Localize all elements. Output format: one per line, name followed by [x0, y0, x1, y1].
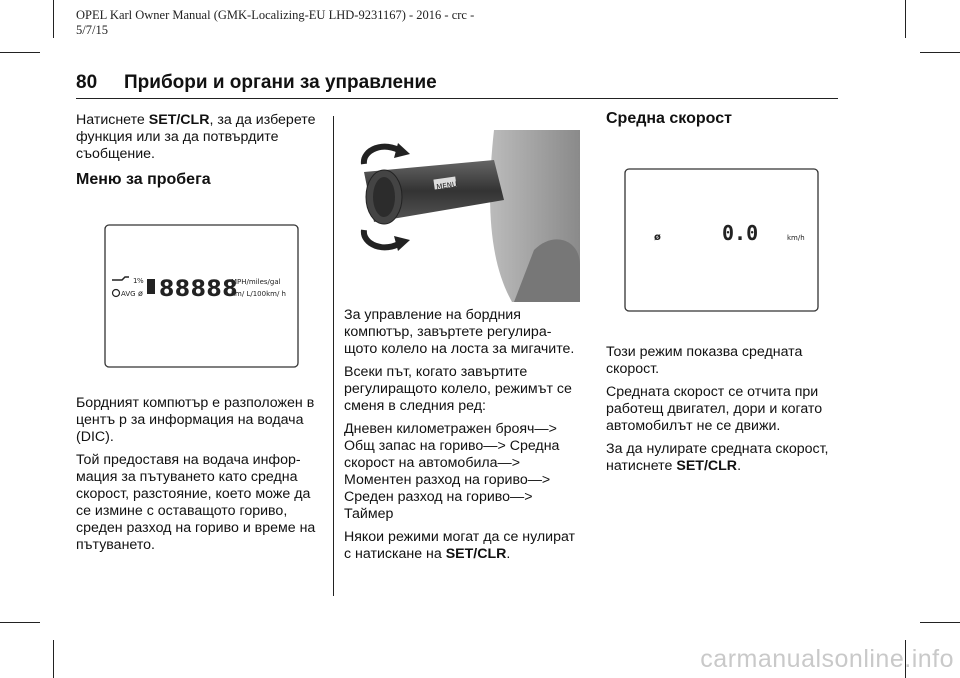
dic-info-paragraph: Той предоставя на водача инфор- мация за пътуването като средна скорост, разстояние, което може да се измине с оставащото гориво, среден разход на гориво и време на пътуването.	[76, 452, 316, 553]
intro-text-end: , за да изберете функция или за да потвърдите съобщение.	[76, 112, 316, 162]
menu-button-label: MENU	[435, 180, 458, 192]
crop-mark	[920, 622, 960, 623]
display-unit-top: MPH/miles/gal	[231, 278, 281, 286]
mode-sequence-paragraph: Дневен километражен брояч—> Общ запас на гориво—> Средна скорост на автомобила—> Моментен разход на гориво—> Среден разход на гориво—> Таймер	[344, 421, 560, 522]
reset-average-text: За да нулирате средната скорост, натиснете	[606, 441, 829, 474]
display-avg: AVG	[121, 290, 136, 298]
crop-mark	[905, 0, 906, 38]
set-clr-label: SET/CLR	[676, 458, 738, 474]
display-unit-bottom: km/ L/100km/ h	[231, 290, 286, 298]
print-header-line1: OPEL Karl Owner Manual (GMK-Localizing-EU LHD-9231167) - 2016 - crc -	[76, 8, 475, 22]
page-title: Прибори и органи за управление	[124, 72, 437, 93]
section-heading-average-speed: Средна скорост	[606, 110, 732, 127]
reset-average-text-end: .	[737, 458, 742, 474]
print-header-line2: 5/7/15	[76, 23, 108, 37]
column-left	[76, 112, 321, 188]
column-left-body	[76, 395, 321, 560]
column-right	[606, 110, 838, 127]
display-diameter-symbol: ø	[138, 289, 143, 298]
crop-mark	[53, 640, 54, 678]
fuel-pump-icon	[147, 279, 155, 294]
column-divider	[333, 116, 334, 596]
page-title-row	[76, 72, 838, 99]
set-clr-label: SET/CLR	[445, 546, 507, 562]
column-middle	[344, 307, 582, 569]
crop-mark	[920, 52, 960, 53]
reset-text: Някои режими могат да се нулират с натискане на	[344, 529, 576, 562]
display-diameter-symbol: ø	[654, 232, 661, 243]
column-right-body	[606, 344, 838, 481]
display-small-1: 1	[133, 277, 138, 285]
display-speed-value: 0.0	[722, 221, 759, 245]
reset-average-paragraph	[606, 441, 838, 475]
stalk-illustration	[344, 130, 580, 302]
reset-text-end: .	[506, 546, 511, 562]
crop-mark	[0, 622, 40, 623]
dic-location-paragraph: Бордният компютър е разположен в центъ р за информация на водача (DIC).	[76, 395, 315, 445]
page-number: 80	[76, 72, 98, 93]
crop-mark	[0, 52, 40, 53]
set-clr-label: SET/CLR	[148, 112, 210, 128]
crop-mark	[53, 0, 54, 38]
display-digits: 88888	[159, 277, 239, 302]
average-speed-display-illustration	[624, 168, 819, 312]
average-speed-display-figure	[624, 168, 819, 312]
mode-cycle-paragraph: Всеки път, когато завъртите регулиращото колело, режимът се сменя в следния ред:	[344, 364, 572, 414]
turn-signal-stalk-figure	[344, 130, 580, 302]
section-heading-trip-menu: Меню за пробега	[76, 171, 211, 188]
trip-display-illustration	[104, 224, 299, 368]
display-percent: %	[137, 277, 144, 285]
intro-paragraph	[76, 112, 321, 163]
display-speed-unit: km/h	[787, 234, 805, 242]
intro-text: Натиснете	[76, 112, 149, 128]
calculation-paragraph: Средната скорост се отчита при работещ двигател, дори и когато автомобилът не се движи.	[606, 384, 823, 434]
stalk-instruction-paragraph: За управление на бордния компютър, завъртете регулира- щото колело на лоста за мигачите.	[344, 307, 575, 357]
watermark: carmanualsonline.info	[700, 645, 954, 673]
reset-paragraph	[344, 529, 582, 563]
mode-description-paragraph: Този режим показва средната скорост.	[606, 344, 803, 377]
print-header	[76, 8, 474, 38]
trip-display-figure	[104, 224, 299, 368]
